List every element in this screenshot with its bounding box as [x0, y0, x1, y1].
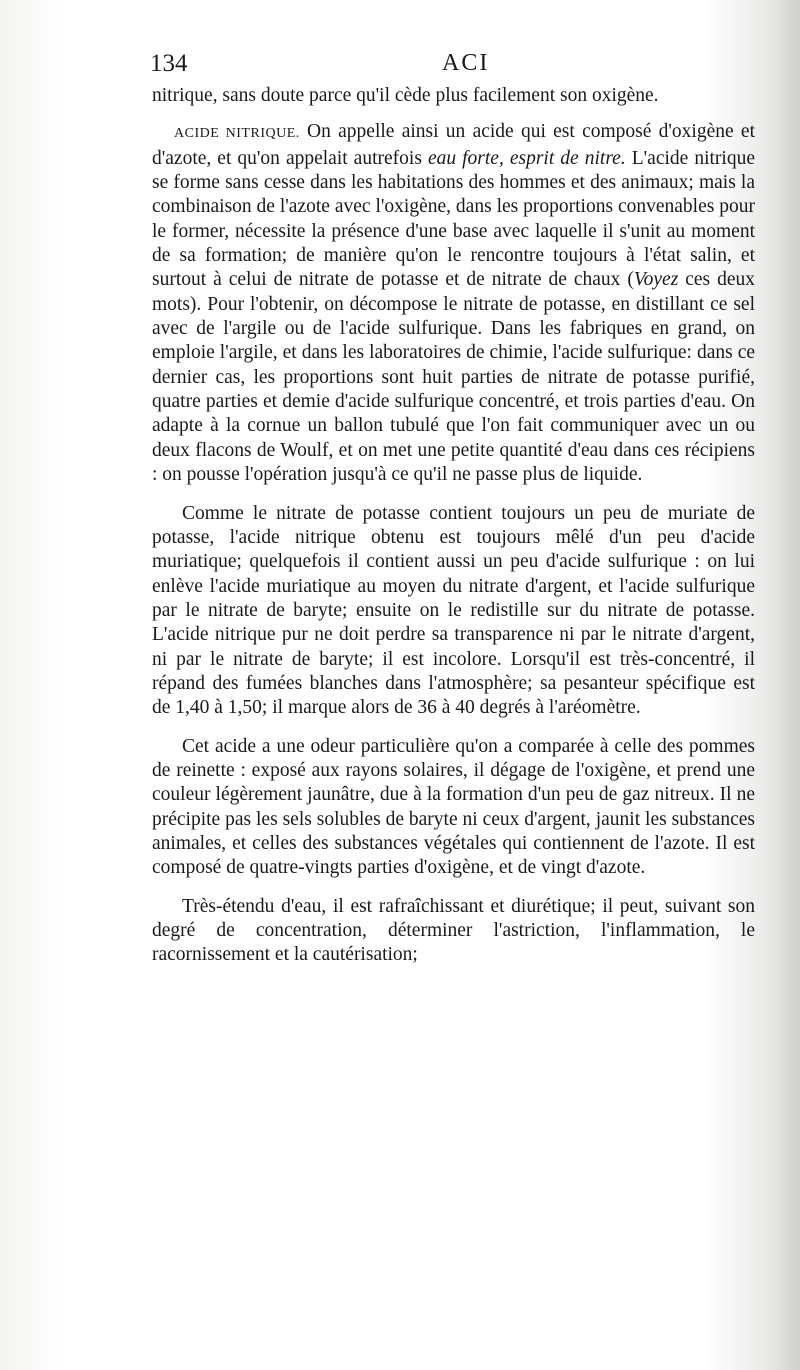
paragraph-continued: nitrique, sans doute parce qu'il cède plus facilement son oxigène.	[152, 85, 659, 106]
dictionary-entry-acide-nitrique	[152, 120, 755, 487]
entry-headword: ACIDE NITRIQUE.	[174, 126, 300, 142]
entry-italic-text: Voyez	[633, 269, 679, 291]
page-header	[150, 50, 755, 82]
paragraph: Cet acide a une odeur particulière qu'on a comparée à celle des pommes de reinette : exposé aux rayons solaires, il dégage de l'oxigène, et prend une couleur légèrement jaunâtre, due à la formation d'un peu de gaz nitreux. Il ne précipite pas les sels solubles de baryte ni ceux d'argent, jaunit les substances animales, et celles des substances végétales qui contiennent de l'azote. Il est composé de quatre-vingts parties d'oxigène, et de vingt d'azote.	[152, 735, 755, 879]
entry-italic-text: eau forte, esprit de nitre.	[427, 147, 626, 169]
body-text	[152, 84, 755, 982]
entry-text-part: L'acide nitrique se forme sans cesse dans les habitations des hommes et des animaux; mais la combinaison de l'azote avec l'oxigène, dans les proportions convenables pour le former, nécessite la présence d'une base avec laquelle il s'unit au moment de sa formation; de manière qu'on le rencontre toujours à l'état salin, et surtout à celui de nitrate de potasse et de nitrate de chaux (	[152, 147, 755, 291]
entry-text-part: ces deux mots). Pour l'obtenir, on décompose le nitrate de potasse, en distillant ce sel avec de l'argile ou de l'acide sulfurique. Dans les fabriques en grand, on emploie l'argile, et dans les laboratoires de chimie, l'acide sulfurique: dans ce dernier cas, les proportions sont huit parties de nitrate de potasse purifié, quatre parties et demie d'acide sulfurique concentré, et trois parties d'eau. On adapte à la cornue un ballon tubulé que l'on fait communiquer avec un ou deux flacons de Woulf, et on met une petite quantité d'eau dans ces récipiens : on pousse l'opération jusqu'à ce qu'il ne passe plus de liquide.	[152, 269, 756, 486]
paragraph: Comme le nitrate de potasse contient toujours un peu de muriate de potasse, l'acide nitrique obtenu est toujours mêlé d'un peu d'acide muriatique; quelquefois il contient aussi un peu d'acide sulfurique : on lui enlève l'acide muriatique au moyen du nitrate d'argent, et l'acide sulfurique par le nitrate de baryte; ensuite on le redistille sur du nitrate de potasse. L'acide nitrique pur ne doit perdre sa transparence ni par le nitrate d'argent, ni par le nitrate de baryte; il est incolore. Lorsqu'il est très-concentré, il répand des fumées blanches dans l'atmosphère; sa pesanteur spécifique est de 1,40 à 1,50; il marque alors de 36 à 40 degrés à l'aréomètre.	[152, 502, 755, 719]
page-number: 134	[150, 50, 188, 77]
entry-text-part: On appelle ainsi un acide qui est composé d'oxigène et d'azote, et qu'on appelait autrefois	[152, 121, 755, 169]
paragraph: Très-étendu d'eau, il est rafraîchissant et diurétique; il peut, suivant son degré de concentration, déterminer l'astriction, l'inflammation, le racornissement et la cautérisation;	[152, 895, 755, 966]
running-head: ACI	[442, 50, 490, 76]
